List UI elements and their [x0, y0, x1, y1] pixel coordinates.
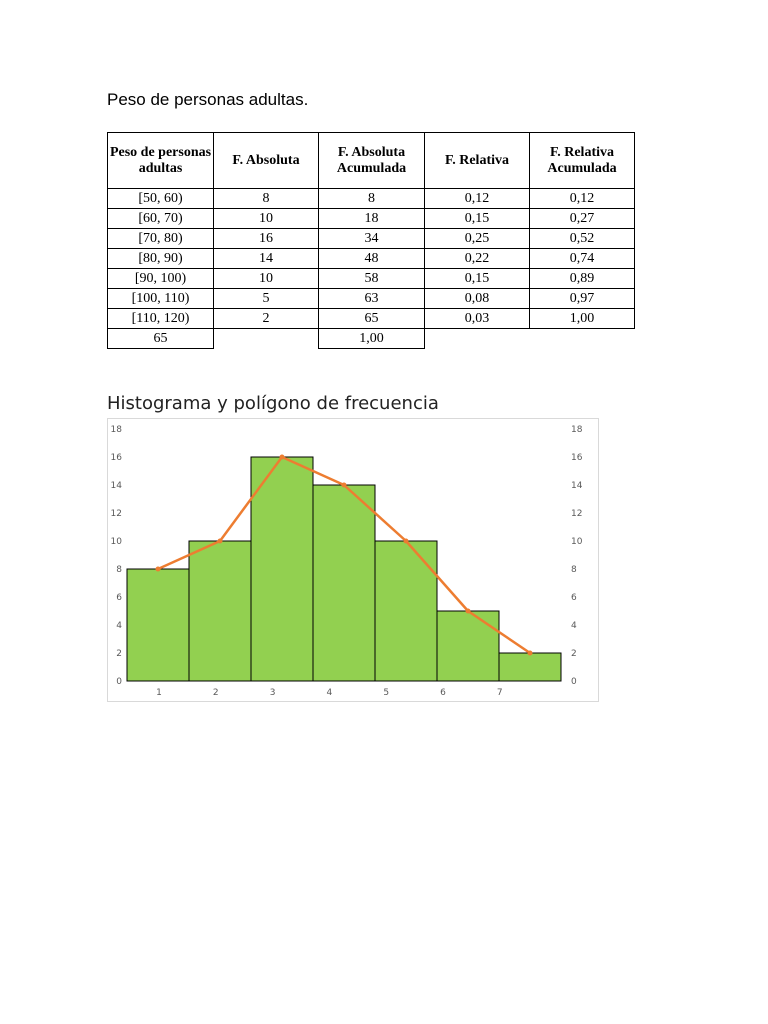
y-tick-label: 10 — [110, 537, 122, 547]
table-cell: 0,74 — [530, 249, 635, 269]
y2-tick-label: 2 — [571, 649, 577, 659]
frequency-table — [107, 132, 635, 349]
polygon-point — [218, 539, 223, 544]
y2-tick-label: 8 — [571, 565, 577, 575]
y2-tick-label: 10 — [571, 537, 583, 547]
histogram-bar — [437, 611, 499, 681]
table-row — [108, 289, 635, 309]
x-tick-label: 2 — [212, 688, 219, 698]
x-tick-label: 4 — [326, 688, 333, 698]
table-cell: 65 — [319, 309, 425, 329]
header-peso: Peso de personas adultas — [108, 133, 214, 189]
histogram-bar — [127, 569, 189, 681]
polygon-point — [404, 539, 409, 544]
y-tick-label: 16 — [110, 453, 122, 463]
table-cell: 0,03 — [425, 309, 530, 329]
x-tick-label: 6 — [440, 688, 446, 698]
table-row — [108, 189, 635, 209]
histogram-chart — [107, 418, 599, 702]
table-row — [108, 309, 635, 329]
total-relative-cell: 1,00 — [319, 329, 425, 349]
table-cell: 2 — [214, 309, 319, 329]
table-cell: 18 — [319, 209, 425, 229]
table-header-row — [108, 133, 635, 189]
x-axis — [156, 688, 503, 698]
table-cell: 0,22 — [425, 249, 530, 269]
table-cell: 0,27 — [530, 209, 635, 229]
y2-tick-label: 12 — [571, 509, 583, 519]
table-cell: 0,97 — [530, 289, 635, 309]
table-cell: 10 — [214, 269, 319, 289]
total-count-cell: 65 — [108, 329, 214, 349]
table-cell: 58 — [319, 269, 425, 289]
table-cell: 0,89 — [530, 269, 635, 289]
polygon-point — [342, 483, 347, 488]
table-cell: [80, 90) — [108, 249, 214, 269]
header-f-relativa: F. Relativa — [425, 133, 530, 189]
table-cell: 0,15 — [425, 269, 530, 289]
polygon-point — [466, 609, 471, 614]
polygon-point — [528, 651, 533, 656]
table-cell: 63 — [319, 289, 425, 309]
y-tick-label: 18 — [110, 425, 122, 435]
y2-tick-label: 0 — [571, 677, 577, 687]
empty-cell — [530, 329, 635, 349]
table-cell: 48 — [319, 249, 425, 269]
header-f-relativa-acumulada: F. Relativa Acumulada — [530, 133, 635, 189]
y-tick-label: 14 — [110, 481, 122, 491]
table-cell: 0,15 — [425, 209, 530, 229]
y-tick-label: 12 — [110, 509, 122, 519]
table-cell: [90, 100) — [108, 269, 214, 289]
y2-tick-label: 14 — [571, 481, 583, 491]
table-cell: 1,00 — [530, 309, 635, 329]
y-axis-right — [571, 425, 583, 687]
table-row — [108, 229, 635, 249]
y-tick-label: 4 — [116, 621, 122, 631]
table-total-row — [108, 329, 635, 349]
empty-cell — [425, 329, 530, 349]
table-cell: [60, 70) — [108, 209, 214, 229]
y2-tick-label: 4 — [571, 621, 577, 631]
table-cell: 34 — [319, 229, 425, 249]
y-tick-label: 8 — [116, 565, 122, 575]
x-tick-label: 3 — [269, 688, 276, 698]
table-row — [108, 209, 635, 229]
table-cell: 8 — [319, 189, 425, 209]
table-row — [108, 269, 635, 289]
polygon-point — [280, 455, 285, 460]
polygon-point — [156, 567, 161, 572]
y-axis-left — [111, 425, 123, 687]
header-f-absoluta-acumulada: F. Absoluta Acumulada — [319, 133, 425, 189]
histogram-bar — [375, 541, 437, 681]
header-f-absoluta: F. Absoluta — [214, 133, 319, 189]
table-cell: 0,25 — [425, 229, 530, 249]
y2-tick-label: 6 — [571, 593, 577, 603]
chart-canvas — [108, 419, 600, 703]
y2-tick-label: 16 — [571, 453, 583, 463]
y2-tick-label: 18 — [571, 425, 583, 435]
y-tick-label: 6 — [116, 593, 122, 603]
x-tick-label: 5 — [383, 688, 390, 698]
empty-cell — [214, 329, 319, 349]
table-cell: 0,12 — [425, 189, 530, 209]
table-cell: [110, 120) — [108, 309, 214, 329]
table-cell: 14 — [214, 249, 319, 269]
table-cell: 0,08 — [425, 289, 530, 309]
histogram-bar — [499, 653, 561, 681]
table-cell: [100, 110) — [108, 289, 214, 309]
bars-group — [127, 457, 561, 681]
histogram-bar — [313, 485, 375, 681]
table-row — [108, 249, 635, 269]
histogram-bar — [251, 457, 313, 681]
table-cell: 10 — [214, 209, 319, 229]
y-tick-label: 2 — [116, 649, 122, 659]
table-cell: 8 — [214, 189, 319, 209]
histogram-bar — [189, 541, 251, 681]
x-tick-label: 7 — [496, 688, 503, 698]
table-cell: 0,12 — [530, 189, 635, 209]
chart-heading: Histograma y polígono de frecuencia — [107, 393, 439, 414]
document-title: Peso de personas adultas. — [107, 90, 309, 109]
table-cell: [70, 80) — [108, 229, 214, 249]
table-cell: 16 — [214, 229, 319, 249]
table-cell: 0,52 — [530, 229, 635, 249]
x-tick-label: 1 — [156, 688, 162, 698]
y-tick-label: 0 — [116, 677, 122, 687]
table-cell: 5 — [214, 289, 319, 309]
table-cell: [50, 60) — [108, 189, 214, 209]
